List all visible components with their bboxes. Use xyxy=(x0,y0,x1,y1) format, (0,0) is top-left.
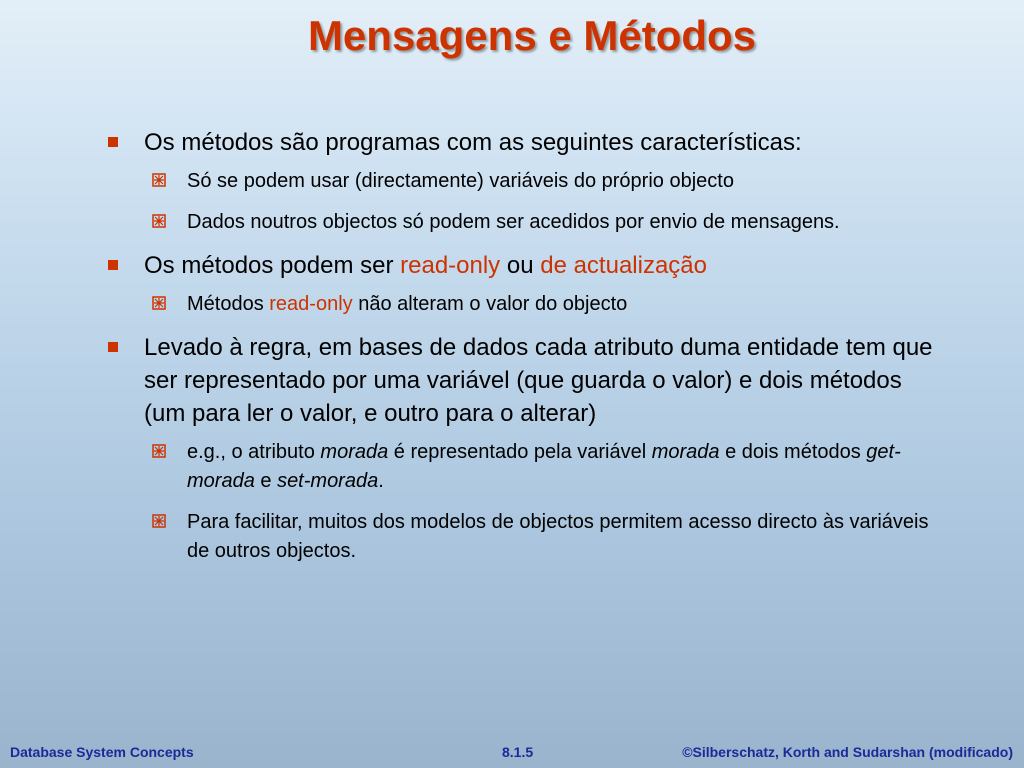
sub-bullet-item xyxy=(152,438,938,496)
sub-bullet-text-part: e xyxy=(254,470,278,492)
italic-term: get-morada xyxy=(187,441,901,492)
highlight-read-only: read-only xyxy=(400,252,501,279)
cross-box-bullet-icon xyxy=(152,514,166,528)
cross-box-bullet-icon xyxy=(152,173,166,187)
bullet-item xyxy=(108,126,938,159)
sub-bullet-text-part: não alteram o valor do objecto xyxy=(352,293,628,315)
square-bullet-icon xyxy=(108,137,118,147)
highlight-de-actualizacao: de actualização xyxy=(540,252,707,279)
highlight-read-only: read-only xyxy=(269,293,353,315)
sub-bullet-text-part: é representado pela variável xyxy=(388,441,652,463)
bullet-item xyxy=(108,331,938,430)
bullet-text-part: Os métodos podem ser xyxy=(144,252,401,279)
slide-content xyxy=(108,126,938,578)
italic-term: morada xyxy=(651,441,720,463)
bullet-text: Os métodos são programas com as seguintes características: xyxy=(144,129,802,156)
cross-box-bullet-icon xyxy=(152,296,166,310)
sub-bullet-text-part: e.g., o atributo xyxy=(187,441,321,463)
sub-bullet-item xyxy=(152,508,938,566)
square-bullet-icon xyxy=(108,342,118,352)
slide-title: Mensagens e Métodos xyxy=(307,12,757,59)
bullet-item xyxy=(108,249,938,282)
italic-term: set-morada xyxy=(277,470,379,492)
footer-course-title: Database System Concepts xyxy=(10,744,194,760)
sub-bullet-text: Para facilitar, muitos dos modelos de objectos permitem acesso directo às variáveis de outros objectos. xyxy=(187,511,929,562)
square-bullet-icon xyxy=(108,260,118,270)
sub-bullet-text: Dados noutros objectos só podem ser acedidos por envio de mensagens. xyxy=(187,211,840,233)
footer-copyright: ©Silberschatz, Korth and Sudarshan (modificado) xyxy=(682,744,1013,760)
sub-bullet-text-part: e dois métodos xyxy=(719,441,867,463)
sub-bullet-item xyxy=(152,290,938,319)
sub-bullet-text-part: . xyxy=(378,470,384,492)
sub-bullet-text-part: Métodos xyxy=(187,293,270,315)
cross-box-bullet-icon xyxy=(152,214,166,228)
sub-bullet-text: Só se podem usar (directamente) variáveis do próprio objecto xyxy=(187,170,734,192)
bullet-text: Levado à regra, em bases de dados cada atributo duma entidade tem que ser representado por uma variável (que guarda o valor) e dois métodos (um para ler o valor, e outro para o alterar) xyxy=(144,334,933,427)
footer-slide-number: 8.1.5 xyxy=(502,744,534,760)
sub-bullet-item xyxy=(152,208,938,237)
italic-term: morada xyxy=(320,441,389,463)
sub-bullet-item xyxy=(152,167,938,196)
bullet-text-part: ou xyxy=(500,252,541,279)
cross-box-bullet-icon xyxy=(152,444,166,458)
